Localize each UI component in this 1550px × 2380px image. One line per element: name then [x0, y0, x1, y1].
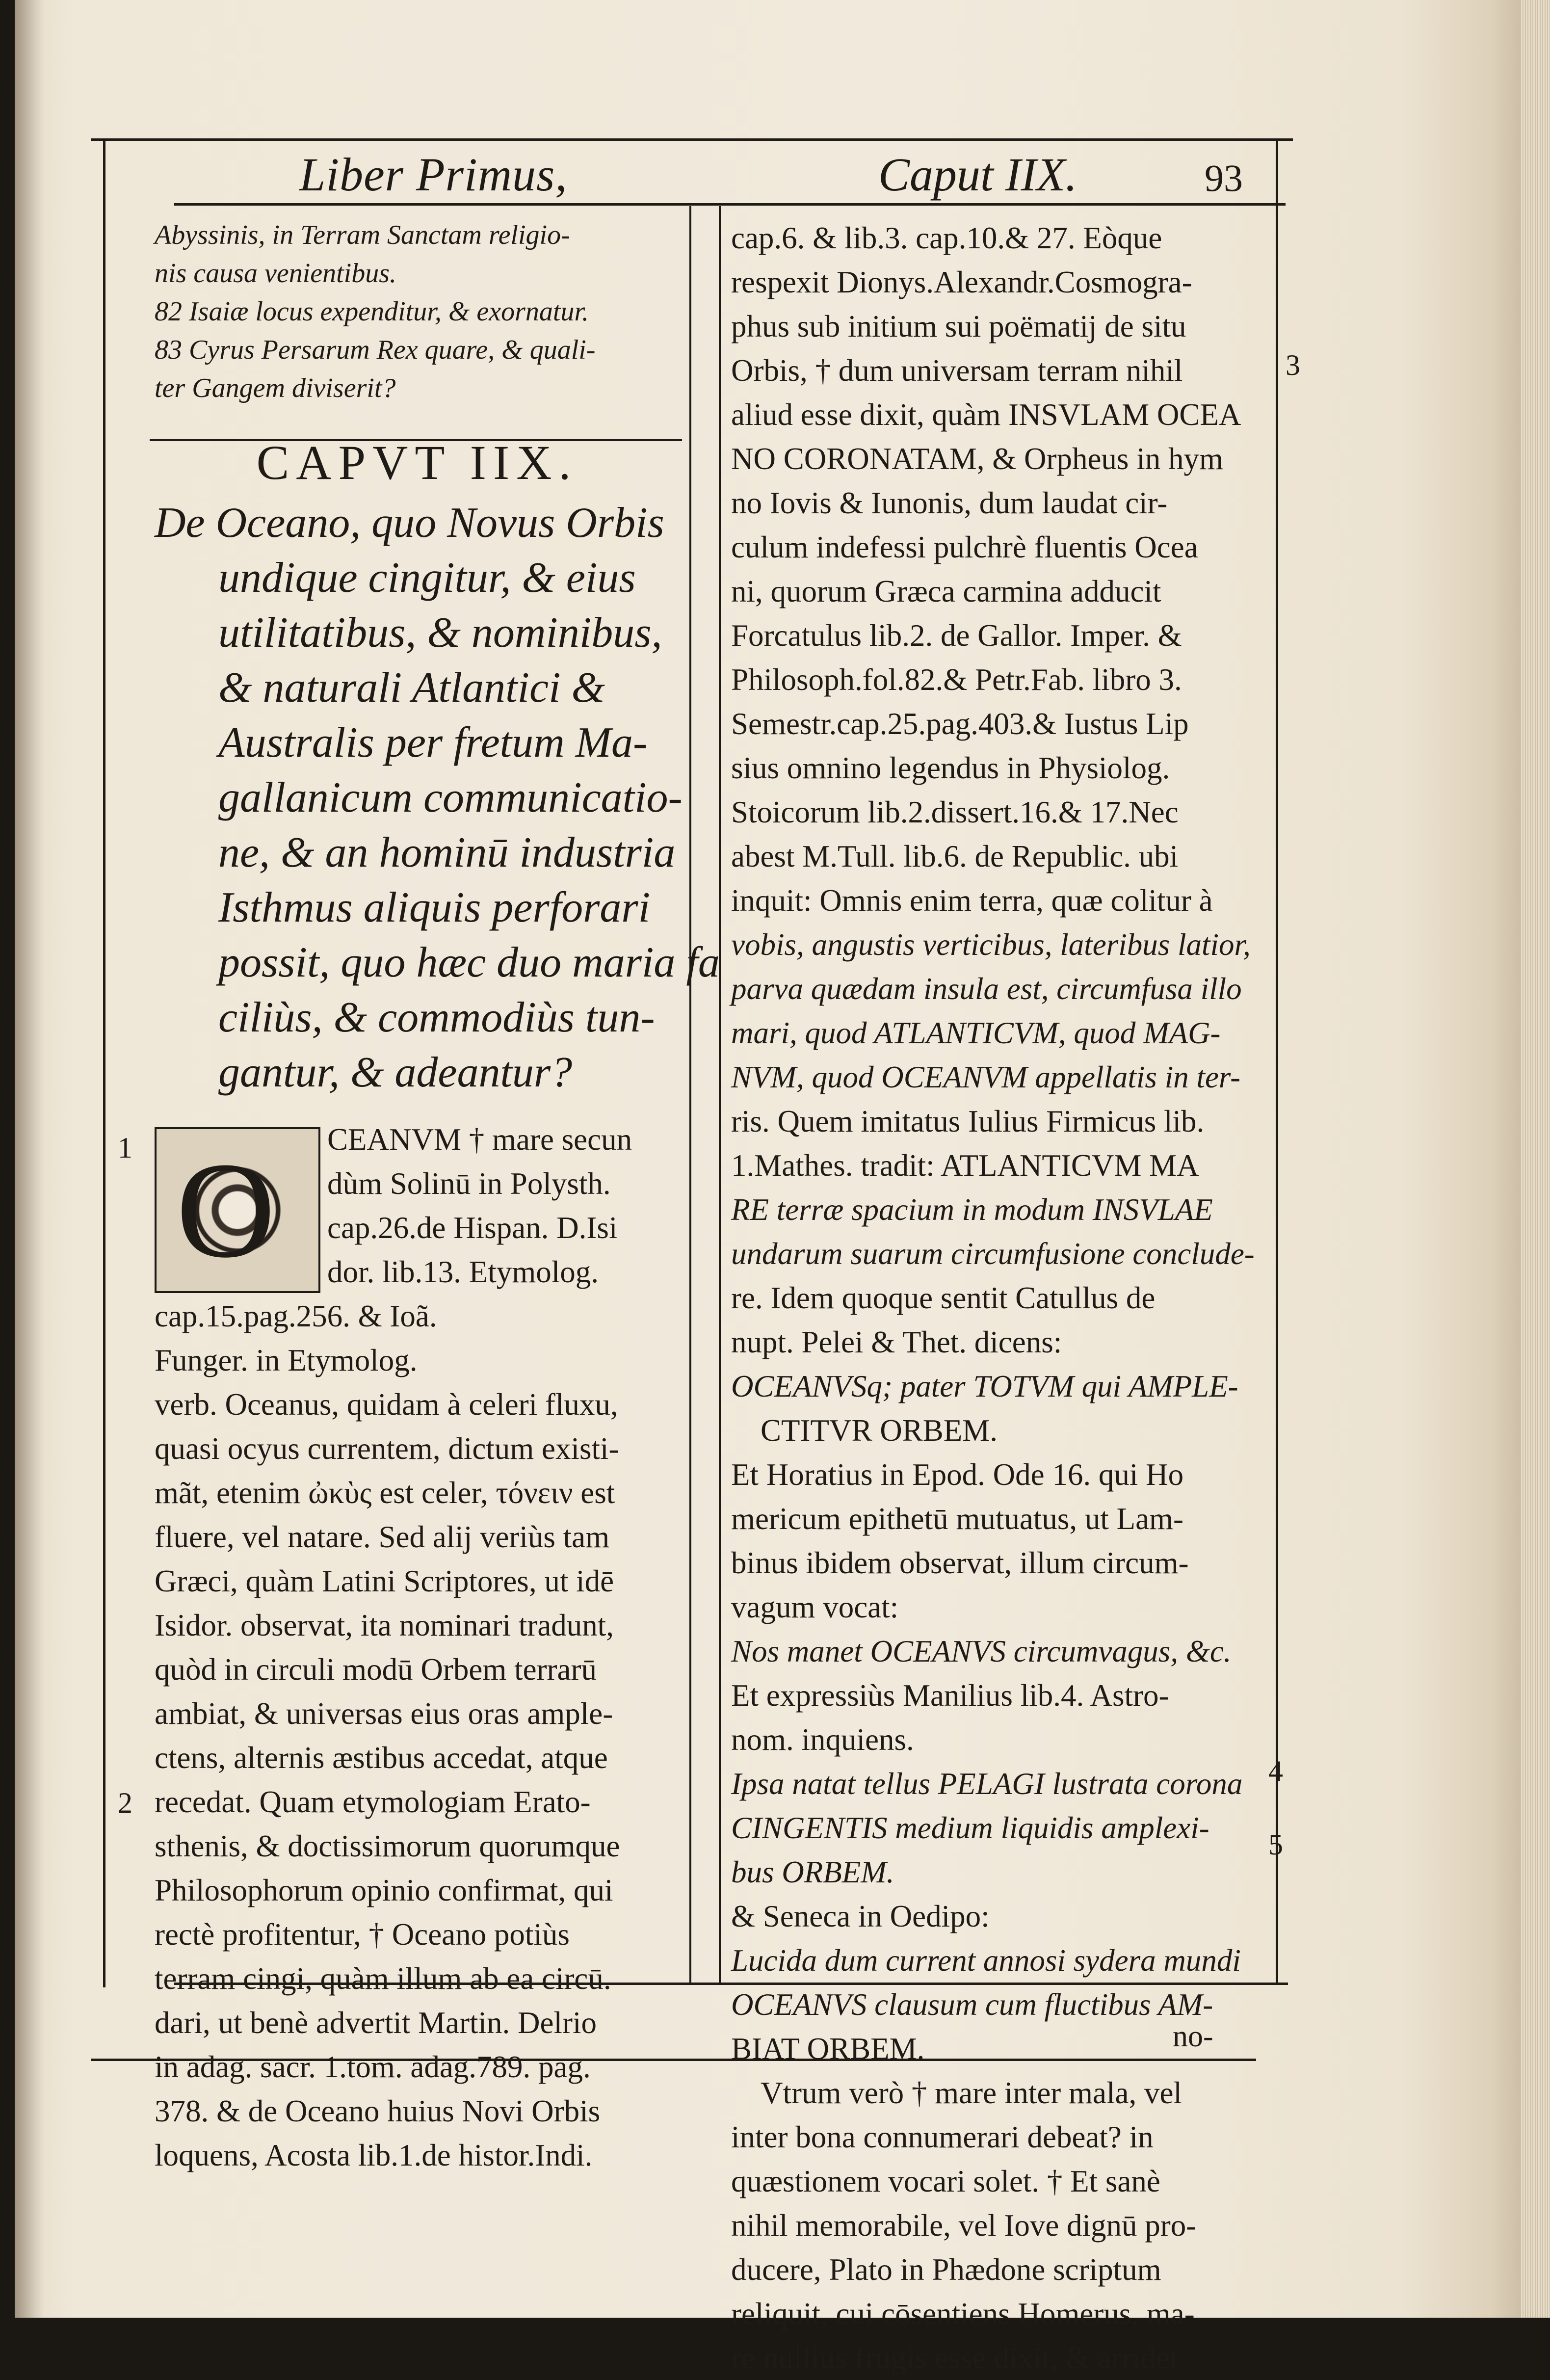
- subtitle-line: ciliùs, & commodiùs tun-: [218, 994, 655, 1041]
- text-line: ambiat, & universas eius oras ample-: [155, 1696, 613, 1731]
- chapter-summary: [155, 216, 680, 407]
- text-line: cap.26.de Hispan. D.Isi: [327, 1211, 618, 1245]
- page-number: 93: [1205, 157, 1243, 199]
- column-divider-right: [719, 206, 721, 1983]
- text-line: & Seneca in Oedipo:: [731, 1899, 990, 1933]
- text-line: inter bona connumerari debeat? in: [731, 2120, 1154, 2154]
- text-line: recedat. Quam etymologiam Erato-: [155, 1785, 591, 1819]
- decorated-initial: [155, 1127, 320, 1293]
- text-line: quæstionem vocari solet. † Et sanè: [731, 2164, 1160, 2198]
- margin-number: 5: [1268, 1828, 1283, 1861]
- text-line: Nos manet OCEANVS circumvagus, &c.: [731, 1634, 1232, 1668]
- chapter-subtitle: [155, 496, 720, 1100]
- text-line: re nullius frugis esse dixit, & arridet: [731, 2341, 1179, 2375]
- frame-right-rule: [1276, 140, 1278, 1985]
- text-line: Semestr.cap.25.pag.403.& Iustus Lip: [731, 707, 1189, 741]
- catchword: no-: [1173, 2020, 1213, 2053]
- text-line: nom. inquiens.: [731, 1722, 914, 1757]
- body-text-left: [155, 1117, 680, 2177]
- left-column: [155, 216, 720, 2177]
- page-fore-edge: [1521, 0, 1550, 2318]
- text-line: mari, quod ATLANTICVM, quod MAG-: [731, 1016, 1221, 1050]
- text-line: Funger. in Etymolog.: [155, 1343, 418, 1377]
- text-line: aliud esse dixit, quàm INSVLAM OCEA: [731, 397, 1241, 432]
- text-line: rectè profitentur, † Oceano potiùs: [155, 1917, 570, 1952]
- running-head-left: Liber Primus,: [299, 148, 568, 201]
- text-line: inquit: Omnis enim terra, quæ colitur à: [731, 883, 1213, 918]
- text-line: ris. Quem imitatus Iulius Firmicus lib.: [731, 1104, 1205, 1138]
- text-line: Orbis, † dum universam terram nihil: [731, 353, 1183, 388]
- text-line: binus ibidem observat, illum circum-: [731, 1546, 1189, 1580]
- summary-line: Abyssinis, in Terram Sanctam religio-: [155, 220, 570, 250]
- summary-line: nis causa venientibus.: [155, 258, 397, 289]
- text-line: nihil memorabile, vel Iove dignū pro-: [731, 2208, 1197, 2243]
- text-line: 378. & de Oceano huius Novi Orbis: [155, 2094, 601, 2128]
- summary-line: 83 Cyrus Persarum Rex quare, & quali-: [155, 335, 596, 365]
- text-line: BIAT ORBEM.: [731, 2032, 925, 2066]
- running-head-right: Caput IIX.: [878, 148, 1077, 201]
- text-line: bus ORBEM.: [731, 1855, 894, 1889]
- text-line: dari, ut benè advertit Martin. Delrio: [155, 2006, 597, 2040]
- text-line: nupt. Pelei & Thet. dicens:: [731, 1325, 1062, 1359]
- text-line: vagum vocat:: [731, 1590, 899, 1624]
- text-line: Et Horatius in Epod. Ode 16. qui Ho: [731, 1457, 1184, 1492]
- text-line: Et expressiùs Manilius lib.4. Astro-: [731, 1678, 1169, 1713]
- text-line: mãt, etenim ὠκὺς est celer, τόνειν est: [155, 1476, 615, 1510]
- text-line: Ipsa natat tellus PELAGI lustrata corona: [731, 1767, 1243, 1801]
- subtitle-line: & naturali Atlantici &: [218, 664, 605, 712]
- text-line: Philosophorum opinio confirmat, qui: [155, 1873, 613, 1907]
- text-line: sthenis, & doctissimorum quorumque: [155, 1829, 620, 1863]
- top-rule: [91, 138, 1293, 141]
- text-line: phus sub initium sui poëmatij de situ: [731, 309, 1186, 344]
- margin-number: 4: [1268, 1755, 1283, 1787]
- text-line: vobis, angustis verticibus, lateribus latior,: [731, 927, 1251, 962]
- right-column: [731, 216, 1254, 2380]
- text-line: NVM, quod OCEANVM appellatis in ter-: [731, 1060, 1241, 1094]
- text-line: loquens, Acosta lib.1.de histor.Indi.: [155, 2138, 593, 2172]
- initial-letter: O: [176, 1134, 276, 1286]
- text-line: CINGENTIS medium liquidis amplexi-: [731, 1811, 1209, 1845]
- text-line: cap.6. & lib.3. cap.10.& 27. Eòque: [731, 221, 1162, 255]
- gutter-shadow: [15, 0, 44, 2318]
- text-line: quasi ocyus currentem, dictum existi-: [155, 1431, 619, 1466]
- subtitle-line: gallanicum communicatio-: [218, 774, 683, 821]
- text-line: OCEANVSq; pater TOTVM qui AMPLE-: [731, 1369, 1238, 1403]
- chapter-title: CAPVT IIX.: [256, 435, 578, 490]
- subtitle-line: utilitatibus, & nominibus,: [218, 609, 662, 657]
- text-line: ducere, Plato in Phædone scriptum: [731, 2252, 1161, 2287]
- text-line: 1.Mathes. tradit: ATLANTICVM MA: [731, 1148, 1199, 1183]
- text-line: cap.15.pag.256. & Ioã.: [155, 1299, 437, 1333]
- text-line: Stoicorum lib.2.dissert.16.& 17.Nec: [731, 795, 1179, 829]
- text-line: parva quædam insula est, circumfusa illo: [731, 972, 1242, 1006]
- text-line: culum indefessi pulchrè fluentis Ocea: [731, 530, 1198, 564]
- text-line: fluere, vel natare. Sed alij veriùs tam: [155, 1520, 610, 1554]
- text-line: OCEANVS clausum cum fluctibus AM-: [731, 1987, 1213, 2022]
- text-line: re. Idem quoque sentit Catullus de: [731, 1281, 1156, 1315]
- text-line: CTITVR ORBEM.: [761, 1413, 998, 1448]
- text-line: respexit Dionys.Alexandr.Cosmogra-: [731, 265, 1192, 299]
- text-line: ctens, alternis æstibus accedat, atque: [155, 1741, 608, 1775]
- text-line: dùm Solinū in Polysth.: [327, 1166, 611, 1201]
- text-line: ni, quorum Græca carmina adducit: [731, 574, 1161, 608]
- text-line: undarum suarum circumfusione conclude-: [731, 1237, 1255, 1271]
- summary-line: 82 Isaiæ locus expenditur, & exornatur.: [155, 296, 589, 327]
- text-line: quòd in circuli modū Orbem terrarū: [155, 1652, 597, 1687]
- summary-line: ter Gangem diviserit?: [155, 373, 396, 403]
- text-line: CEANVM † mare secun: [327, 1122, 632, 1157]
- text-line: RE terræ spacium in modum INSVLAE: [731, 1192, 1213, 1227]
- header-rule: [174, 203, 1286, 206]
- subtitle-line: gantur, & adeantur?: [218, 1049, 573, 1096]
- frame-left-rule: [103, 140, 105, 1987]
- margin-number: 2: [118, 1787, 132, 1819]
- text-line: no Iovis & Iunonis, dum laudat cir-: [731, 486, 1168, 520]
- text-line: Philosoph.fol.82.& Petr.Fab. libro 3.: [731, 662, 1182, 697]
- text-line: mericum epithetū mutuatus, ut Lam-: [731, 1502, 1184, 1536]
- subtitle-line: ne, & an hominū industria: [218, 829, 676, 876]
- margin-number: 3: [1286, 349, 1300, 381]
- text-line: Forcatulus lib.2. de Gallor. Imper. &: [731, 618, 1182, 653]
- text-line: Vtrum verò † mare inter mala, vel: [761, 2076, 1182, 2110]
- text-line: dor. lib.13. Etymolog.: [327, 1255, 599, 1289]
- text-line: Isidor. observat, ita nominari tradunt,: [155, 1608, 614, 1642]
- subtitle-line: De Oceano, quo Novus Orbis: [155, 499, 664, 547]
- text-line: in adag. sacr. 1.tom. adag.789. pag.: [155, 2050, 591, 2084]
- text-line: abest M.Tull. lib.6. de Republic. ubi: [731, 839, 1179, 873]
- text-line: reliquit, cui cōsentiens Homerus, ma-: [731, 2297, 1195, 2331]
- column-divider-left: [689, 206, 691, 1983]
- text-line: Lucida dum current annosi sydera mundi: [731, 1943, 1241, 1978]
- text-line: terram cingi, quàm illum ab ea circū.: [155, 1961, 611, 1996]
- text-line: Græci, quàm Latini Scriptores, ut idē: [155, 1564, 614, 1598]
- text-line: NO CORONATAM, & Orpheus in hym: [731, 442, 1223, 476]
- subtitle-line: Australis per fretum Ma-: [218, 719, 648, 767]
- subtitle-line: possit, quo hæc duo maria fa: [218, 939, 720, 986]
- subtitle-line: Isthmus aliquis perforari: [218, 884, 651, 931]
- margin-number: 1: [118, 1132, 132, 1164]
- subtitle-line: undique cingitur, & eius: [218, 554, 636, 602]
- text-line: verb. Oceanus, quidam à celeri fluxu,: [155, 1387, 618, 1422]
- text-line: sius omnino legendus in Physiolog.: [731, 751, 1170, 785]
